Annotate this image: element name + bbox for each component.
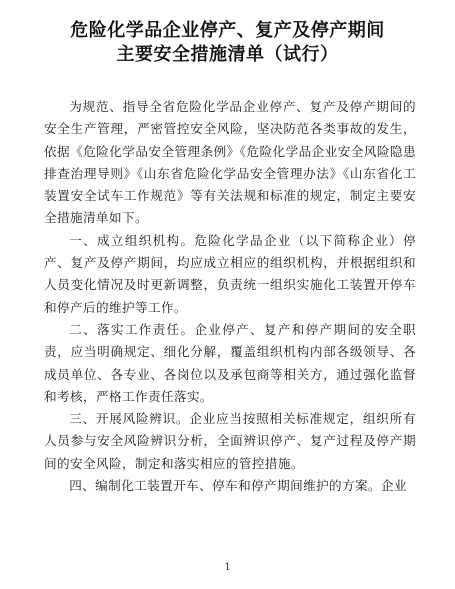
page-number: 1: [224, 562, 231, 573]
document-title-line-2: 主要安全措施清单（试行）: [116, 44, 339, 65]
paragraph-intro: 为规范、指导全省危险化学品企业停产、复产及停产期间的安全生产管理，严密管控安全风险，坚决防范各类事故的发生，依据《危险化学品安全管理条例》《危险化学品企业安全风险隐患排查治理导则》《山东省危险化学品安全管理办法》《山东省化工装置安全试车工作规范》等有关法规和标准的规定，制定主要安全措施清单如下。: [44, 99, 416, 226]
paragraph-section-3: 三、开展风险辨识。企业应当按照相关标准规定，组织所有人员参与安全风险辨识分析，全面辨识停产、复产过程及停产期间的安全风险，制定和落实相应的管控措施。: [44, 411, 416, 471]
paragraph-section-4: 四、编制化工装置开车、停车和停产期间维护的方案。企业: [69, 478, 408, 494]
document-title-line-1: 危险化学品企业停产、复产及停产期间: [70, 20, 385, 41]
document-body: [44, 96, 416, 497]
paragraph-section-2: 二、落实工作责任。企业停产、复产和停产期间的安全职责，应当明确规定、细化分解，覆盖组织机构内部各级领导、各成员单位、各专业、各岗位以及承包商等相关方，通过强化监督和考核，严格工作责任落实。: [44, 321, 416, 404]
paragraph-section-1: 一、成立组织机构。危险化学品企业（以下简称企业）停产、复产及停产期间，均应成立相应的组织机构，并根据组织和人员变化情况及时更新调整，负责统一组织实施化工装置开停车和停产后的维护等工作。: [44, 232, 416, 315]
